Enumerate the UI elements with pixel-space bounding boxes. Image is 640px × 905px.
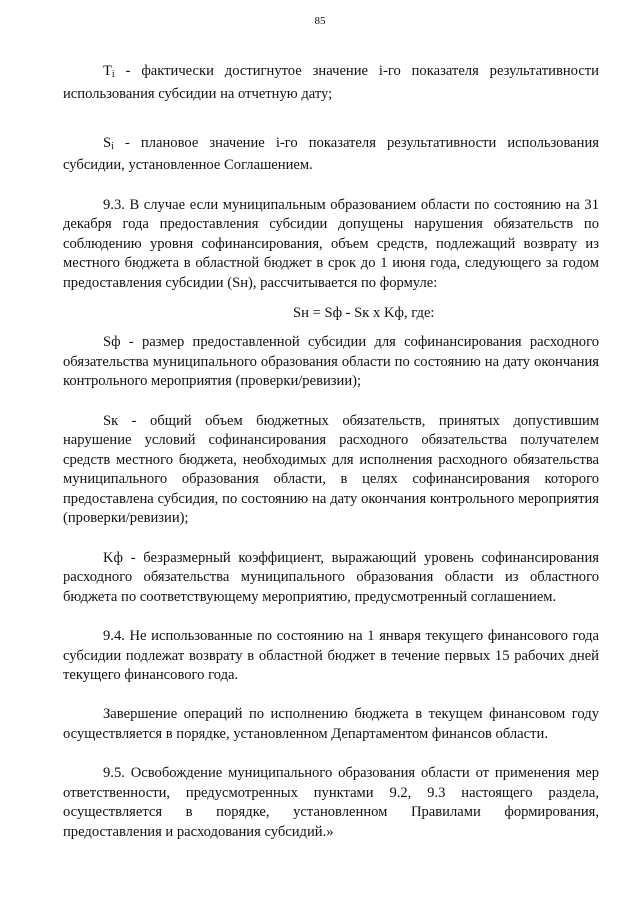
spacer	[63, 392, 599, 412]
spacer	[63, 529, 599, 549]
spacer	[63, 745, 599, 765]
spacer	[63, 104, 599, 124]
definition-kf: Kф - безразмерный коэффициент, выражающий уровень софинансирования расходного обязательства муниципального образования области из областного бюджета по соответствующему мероприятию, предусмотренный соглашением.	[63, 549, 599, 605]
spacer	[63, 176, 599, 196]
paragraph-9-3: 9.3. В случае если муниципальным образованием области по состоянию на 31 декабря года предоставления субсидии допущены нарушения обязательств по соблюдению уровня софинансирования, объем средств, подлежащий возврату из местного бюджета в областной бюджет в срок до 1 июня года, следующего за годом предоставления субсидии (Sн), рассчитывается по формуле:	[63, 196, 599, 291]
definition-ti	[63, 62, 599, 104]
paragraph-9-5: 9.5. Освобождение муниципального образования области от применения мер ответственности, предусмотренных пунктами 9.2, 9.3 настоящего раздела, осуществляется в порядке, установленном Правилами формирования, предоставления и расходования субсидий.»	[63, 765, 599, 840]
definition-si-subscript: i	[111, 140, 114, 152]
definition-sk: Sк - общий объем бюджетных обязательств, принятых допустившим нарушение условий софинансирования расходного обязательства получателем средств местного бюджета, необходимых для исполнения расходного обязательства муниципального образования области, в целях софинансирования которого предоставлена субсидия, по состоянию на дату окончания контрольного мероприятия (проверки/ревизии);	[63, 412, 599, 527]
formula: Sн = Sф - Sк x Kф, где:	[293, 304, 435, 321]
definition-sf: Sф - размер предоставленной субсидии для софинансирования расходного обязательства муниципального образования области по состоянию на дату окончания контрольного мероприятия (проверки/ревизии);	[63, 334, 599, 390]
spacer	[63, 607, 599, 627]
definition-si-text: - плановое значение i-го показателя результативности использования субсидии, установленное Соглашением.	[63, 134, 599, 174]
definition-si	[63, 134, 599, 176]
spacer	[63, 323, 599, 333]
paragraph-9-4: 9.4. Не использованные по состоянию на 1 января текущего финансового года субсидии подлежат возврату в областной бюджет в течение первых 15 рабочих дней текущего финансового года.	[63, 628, 599, 684]
definition-ti-symbol: T	[103, 63, 112, 79]
paragraph-completion: Завершение операций по исполнению бюджета в текущем финансовом году осуществляется в порядке, установленном Департаментом финансов области.	[63, 706, 599, 742]
document-body	[63, 62, 599, 843]
definition-ti-subscript: i	[111, 69, 115, 80]
spacer	[63, 686, 599, 706]
page-number: 85	[314, 15, 326, 27]
definition-si-symbol: S	[103, 134, 112, 151]
definition-ti-text: - фактически достигнутое значение i-го показателя результативности использования субсидии на отчетную дату;	[63, 63, 599, 102]
spacer	[63, 124, 599, 134]
spacer	[63, 294, 599, 304]
